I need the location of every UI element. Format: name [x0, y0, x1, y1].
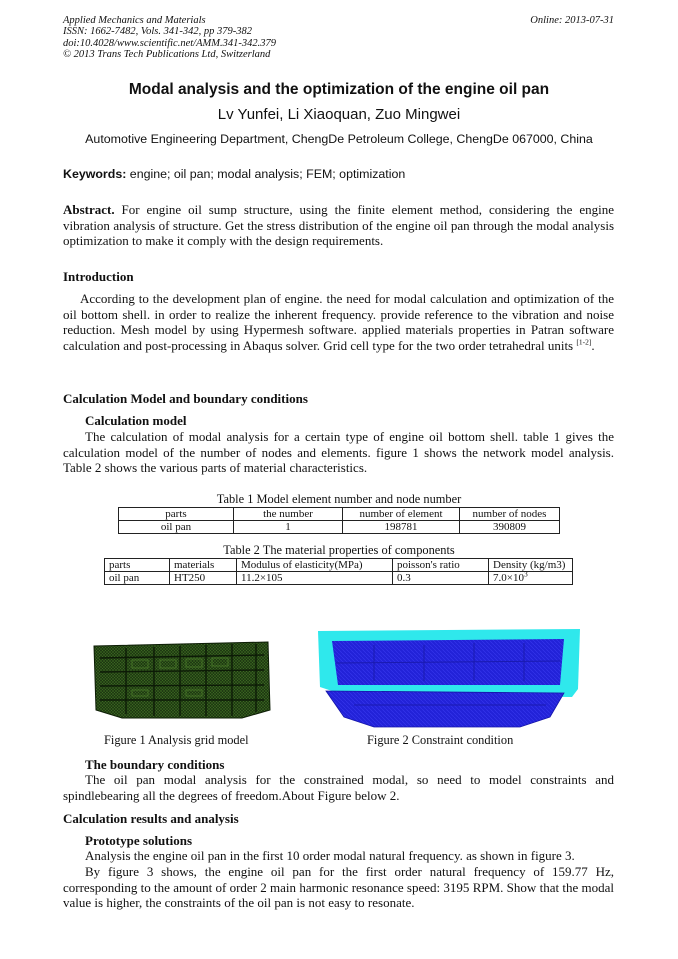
table-header-cell: parts	[105, 559, 170, 572]
online-date: Online: 2013-07-31	[530, 15, 614, 26]
journal-name: Applied Mechanics and Materials	[63, 15, 206, 26]
paper-title: Modal analysis and the optimization of the engine oil pan	[128, 81, 550, 98]
table-header-cell: the number	[234, 508, 343, 521]
table-cell: 198781	[343, 521, 460, 534]
density-value: 7.0×10	[493, 572, 524, 584]
subsection-heading-boundary: The boundary conditions	[85, 757, 225, 772]
abstract-text: For engine oil sump structure, using the finite element method, considering the engine vibration analysis of structure. Get the stress distribution of the engine oil pan through the modal analysis optimization to make it comply with the design requirements.	[63, 202, 614, 249]
figure2-constraint-model	[314, 625, 584, 730]
table-header-cell: poisson's ratio	[393, 559, 489, 572]
density-exponent: 3	[523, 569, 528, 579]
citation-ref: [1-2]	[576, 337, 592, 347]
table-row	[119, 521, 560, 534]
copyright-line: © 2013 Trans Tech Publications Ltd, Switzerland	[63, 48, 271, 60]
introduction-heading: Introduction	[63, 269, 134, 284]
table1-header-row	[119, 508, 560, 521]
section-heading-calc-model: Calculation Model and boundary conditions	[63, 391, 308, 406]
table-cell	[489, 569, 573, 585]
section-heading-results: Calculation results and analysis	[63, 811, 239, 826]
results-paragraph-1: Analysis the engine oil pan in the first 10 order modal natural frequency. as shown in figure 3.	[85, 848, 575, 863]
table2-header-row	[105, 559, 573, 572]
affiliation: Automotive Engineering Department, ChengDe Petroleum College, ChengDe 067000, China	[85, 132, 593, 146]
table-cell: 1	[234, 521, 343, 534]
table-cell: oil pan	[105, 572, 170, 585]
abstract-label: Abstract.	[63, 202, 115, 217]
table-cell: 11.2×105	[237, 572, 393, 585]
keywords-label: Keywords:	[63, 167, 127, 181]
figure1-caption: Figure 1 Analysis grid model	[104, 733, 249, 747]
table-header-cell: Density (kg/m3)	[489, 559, 573, 572]
results-paragraph-2: By figure 3 shows, the engine oil pan for the first order natural frequency of 159.77 Hz, corresponding to the amount of order 2 main harmonic resonance speed: 3195 RPM. Show that the modal value is higher, the constraints of the oil pan is not easy to resonate.	[63, 864, 614, 911]
subsection-heading-prototype: Prototype solutions	[85, 833, 193, 848]
running-header	[63, 15, 276, 60]
abstract	[63, 202, 614, 249]
table-header-cell: Modulus of elasticity(MPa)	[237, 559, 393, 572]
introduction-text: According to the development plan of engine. the need for modal calculation and optimization of the oil bottom shell. in order to realize the inherent frequency. provide reference to the vibration and noise reduction. Mesh model by using Hypermesh software. applied materials properties in Patran software calculation and post-processing in Abaqus solver. Grid cell type for the two order tetrahedral units	[63, 291, 614, 353]
subsection-heading-calc-model: Calculation model	[85, 413, 187, 428]
introduction-paragraph	[63, 291, 614, 353]
table1-caption: Table 1 Model element number and node number	[216, 492, 462, 506]
figure2-caption: Figure 2 Constraint condition	[367, 733, 514, 747]
issn-line: ISSN: 1662-7482, Vols. 341-342, pp 379-382	[63, 26, 252, 38]
introduction-end: .	[591, 337, 595, 353]
calc-model-paragraph: The calculation of modal analysis for a certain type of engine oil bottom shell. table 1 gives the calculation model of the number of nodes and elements. figure 1 shows the network model analysis. Table 2 shows the various parts of material characteristics.	[63, 429, 614, 476]
table-cell: oil pan	[119, 521, 234, 534]
author-list: Lv Yunfei, Li Xiaoquan, Zuo Mingwei	[217, 106, 461, 123]
table2-caption: Table 2 The material properties of components	[223, 543, 455, 557]
keywords-text: engine; oil pan; modal analysis; FEM; optimization	[126, 167, 406, 181]
table2	[104, 558, 573, 585]
table-header-cell: number of nodes	[460, 508, 560, 521]
table-header-cell: number of element	[343, 508, 460, 521]
boundary-paragraph: The oil pan modal analysis for the constrained modal, so need to model constraints and spindlebearing all the degrees of freedom.About Figure below 2.	[63, 772, 614, 803]
table-header-cell: parts	[119, 508, 234, 521]
table-row	[105, 572, 573, 585]
table1	[118, 507, 560, 534]
table-cell: 390809	[460, 521, 560, 534]
table-cell: 0.3	[393, 572, 489, 585]
keywords	[63, 167, 405, 181]
table-cell: HT250	[170, 572, 237, 585]
table-header-cell: materials	[170, 559, 237, 572]
figure1-mesh-model	[92, 640, 272, 720]
doi-line: doi:10.4028/www.scientific.net/AMM.341-342.379	[63, 37, 276, 49]
